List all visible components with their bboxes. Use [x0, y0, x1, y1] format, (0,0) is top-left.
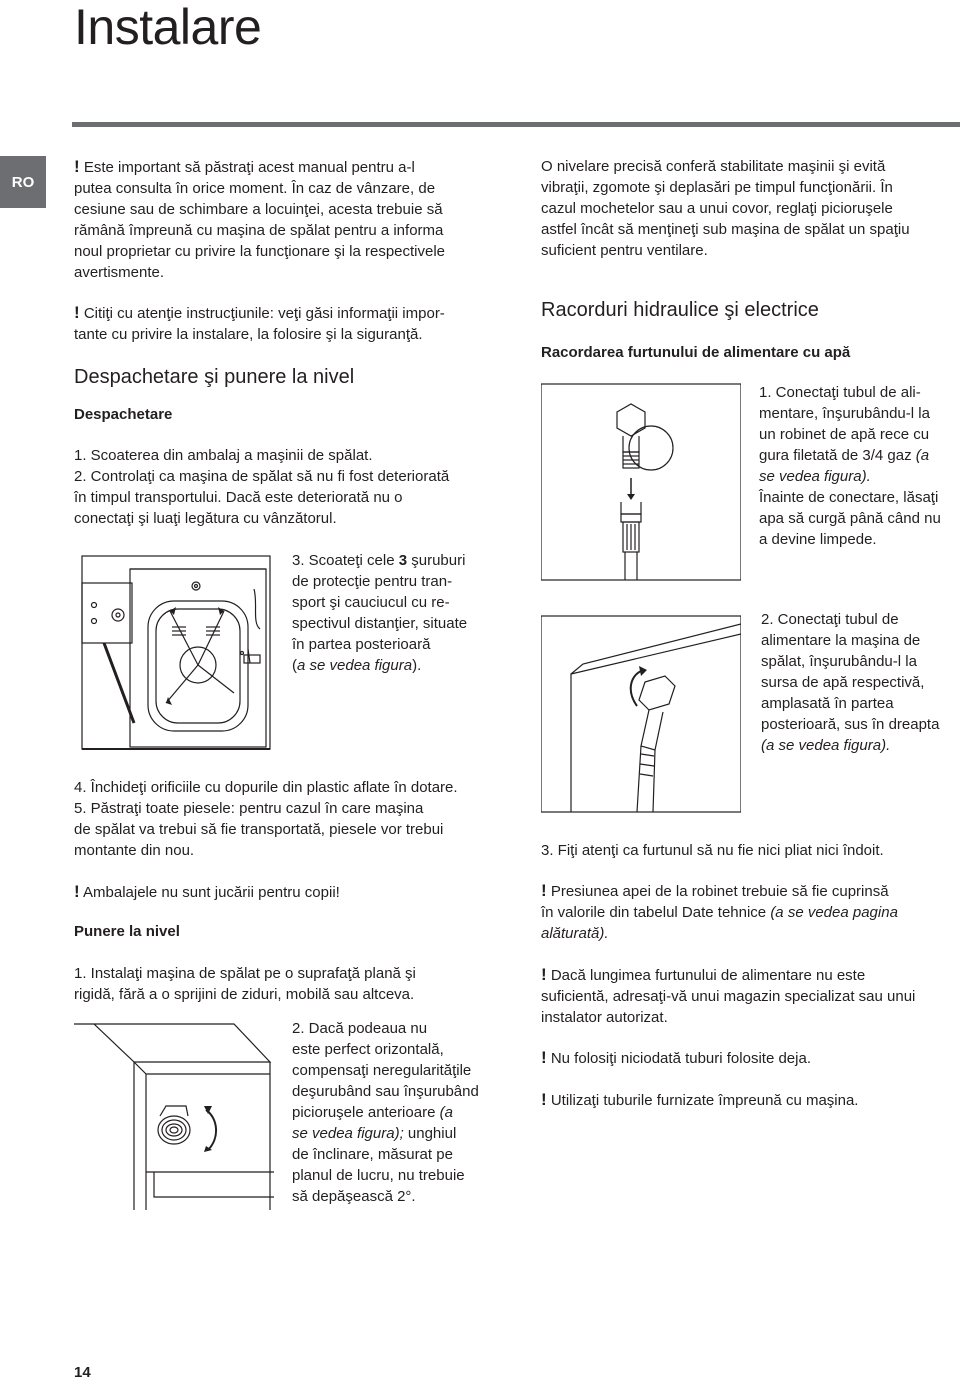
pressure-warning: [541, 880, 960, 944]
hose-step-2-text: alimentare la maşina de: [761, 632, 921, 649]
header-rule: [72, 122, 960, 127]
intro-warning-2: [74, 302, 504, 345]
hose-step-2-text: posterioară, sus în dreapta: [761, 716, 940, 733]
foot-level-illustration: [74, 1022, 284, 1210]
level-step-2-text: este perfect orizontală,: [292, 1041, 444, 1058]
intro1-line: noul proprietar cu privire la funcţionare şi la respectivele: [74, 243, 446, 260]
tap-connection-illustration: [541, 382, 741, 582]
intro2-line: Citiţi cu atenţie instrucţiunile: veţi găsi informaţii impor-: [79, 305, 445, 322]
step-3-text: 3. Scoateţi cele: [292, 552, 399, 569]
leveling-text: cazul mochetelor sau a unui covor, reglaţi picioruşele: [541, 200, 893, 217]
unpack-step-1: 1. Scoaterea din ambalaj a maşinii de spălat.: [74, 447, 373, 464]
level-step-1: [74, 963, 514, 1005]
step-3-text: în partea posterioară: [292, 636, 431, 653]
warning-mark: !: [541, 1048, 547, 1067]
intro1-line: avertismente.: [74, 264, 165, 281]
hose-step-3-text: 3. Fiţi atenţi ca furtunul să nu fie nici pliat nici îndoit.: [541, 842, 884, 859]
unpack-step-5: 5. Păstraţi toate piesele: pentru cazul în care maşina: [74, 800, 424, 817]
step-3-text: de protecţie pentru tran-: [292, 573, 453, 590]
intro1-line: Este important să păstraţi acest manual pentru a-l: [79, 159, 415, 176]
figure-reference: alăturată).: [541, 925, 609, 942]
level-step-2-text: picioruşele anterioare: [292, 1104, 440, 1121]
level-step-1-text: rigidă, fără a o sprijini de ziduri, mobilă sau altceva.: [74, 986, 415, 1003]
hose-step-2-text: sursa de apă respectivă,: [761, 674, 925, 691]
page-title: Instalare: [74, 0, 262, 55]
packaging-warning-text: Ambalajele nu sunt jucării pentru copii!: [79, 884, 340, 901]
step-3-text: (: [292, 657, 297, 674]
warning-mark: !: [541, 881, 547, 900]
hose-step-1-text: mentare, înşurubându-l la: [759, 405, 930, 422]
level-step-2-text: planul de lucru, nu trebuie: [292, 1167, 465, 1184]
intro-warning-1: [74, 156, 504, 283]
intro1-line: putea consulta în orice moment. În caz de vânzare, de: [74, 180, 436, 197]
leveling-text: astfel încât să menţineţi sub maşina de spălat un spaţiu: [541, 221, 910, 238]
hose-step-1-text: Înainte de conectare, lăsaţi: [759, 489, 939, 506]
section-title-connections: Racorduri hidraulice şi electrice: [541, 299, 819, 321]
language-badge: RO: [0, 156, 46, 208]
figure-reference: se vedea figura);: [292, 1125, 404, 1142]
inlet-figure: [541, 614, 741, 814]
hose-step-1-text: a devine limpede.: [759, 531, 877, 548]
length-text: Dacă lungimea furtunului de alimentare nu este: [546, 967, 866, 984]
length-warning: [541, 964, 960, 1028]
figure-reference: se vedea figura).: [759, 468, 871, 485]
section-title-unpacking: Despachetare şi punere la nivel: [74, 366, 355, 388]
supplied-hose-note: [541, 1089, 960, 1111]
step-3-text: sport şi cauciucul cu re-: [292, 594, 450, 611]
level-step-1-text: 1. Instalaţi maşina de spălat pe o suprafaţă plană şi: [74, 965, 416, 982]
foot-leveling-figure: [74, 1022, 284, 1210]
figure-reference: (a: [439, 1104, 453, 1121]
washing-machine-rear-illustration: [74, 553, 274, 753]
intro2-line: tante cu privire la instalare, la folosire şi la siguranţă.: [74, 326, 423, 343]
subheading-hose: Racordarea furtunului de alimentare cu apă: [541, 344, 851, 361]
unpack-step-5: de spălat va trebui să fie transportată, piesele vor trebui: [74, 821, 444, 838]
warning-mark: !: [74, 303, 80, 322]
step-3-text: spectivul distanţier, situate: [292, 615, 468, 632]
level-step-2-text: deşurubând sau înşurubând: [292, 1083, 479, 1100]
hose-step-3: [541, 840, 960, 861]
hose-step-1-text: un robinet de apă rece cu: [759, 426, 930, 443]
step-3-text: ).: [412, 657, 422, 674]
unpack-step-2: în timpul transportului. Dacă este deteriorată nu o: [74, 489, 403, 506]
leveling-text: O nivelare precisă conferă stabilitate maşinii şi evită: [541, 158, 886, 175]
figure-reference: (a se vedea figura).: [761, 737, 891, 754]
supplied-hose-text: Utilizaţi tuburile furnizate împreună cu maşina.: [546, 1092, 859, 1109]
hose-step-2-text: 2. Conectaţi tubul de: [761, 611, 899, 628]
level-step-2-text: să depăşească 2°.: [292, 1188, 416, 1205]
step-3-count: 3: [398, 552, 408, 569]
hose-step-2: [761, 609, 960, 756]
subheading-unpacking: Despachetare: [74, 406, 173, 423]
hose-step-2-text: spălat, înşurubându-l la: [761, 653, 917, 670]
level-step-2-text: unghiul: [403, 1125, 457, 1142]
unpack-step-4: 4. Închideţi orificiile cu dopurile din plastic aflate în dotare.: [74, 779, 458, 796]
unpack-steps: [74, 445, 504, 529]
level-step-2: [292, 1018, 514, 1207]
unpack-steps-4-5: [74, 777, 514, 861]
intro1-line: rămână împreună cu maşina de spălat pentru a informa: [74, 222, 444, 239]
used-hose-text: Nu folosiţi niciodată tuburi folosite deja.: [546, 1050, 811, 1067]
subheading-leveling: Punere la nivel: [74, 923, 180, 940]
leveling-paragraph: [541, 156, 960, 261]
washing-machine-rear-figure: [74, 553, 274, 753]
unpack-step-3: [292, 550, 507, 676]
level-step-2-text: de înclinare, măsurat pe: [292, 1146, 453, 1163]
warning-mark: !: [74, 157, 80, 176]
figure-reference: (a: [915, 447, 930, 464]
unpack-step-2: conectaţi şi luaţi legătura cu vânzătorul.: [74, 510, 337, 527]
level-step-2-text: compensaţi neregularităţile: [292, 1062, 472, 1079]
tap-figure: [541, 382, 741, 582]
length-text: suficientă, adresaţi-vă unui magazin specializat sau unui: [541, 988, 916, 1005]
leveling-text: vibraţii, zgomote şi deplasări pe timpul funcţionării. În: [541, 179, 893, 196]
level-step-2-text: 2. Dacă podeaua nu: [292, 1020, 428, 1037]
page-number: 14: [74, 1364, 91, 1381]
figure-reference: a se vedea figura: [297, 657, 413, 674]
warning-mark: !: [541, 965, 547, 984]
unpack-step-2: 2. Controlaţi ca maşina de spălat să nu fi fost deteriorată: [74, 468, 450, 485]
pressure-text: Presiunea apei de la robinet trebuie să fie cuprinsă: [546, 883, 889, 900]
warning-mark: !: [74, 882, 80, 901]
hose-step-1-text: 1. Conectaţi tubul de ali-: [759, 384, 921, 401]
step-3-text: şuruburi: [407, 552, 466, 569]
hose-step-1: [759, 382, 960, 550]
hose-step-1-text: gura filetată de 3/4 gaz: [759, 447, 916, 464]
warning-mark: !: [541, 1090, 547, 1109]
length-text: instalator autorizat.: [541, 1009, 668, 1026]
hose-step-2-text: amplasată în partea: [761, 695, 894, 712]
used-hose-warning: [541, 1047, 960, 1069]
unpack-step-5: montante din nou.: [74, 842, 195, 859]
pressure-text: în valorile din tabelul Date tehnice: [541, 904, 771, 921]
machine-inlet-illustration: [541, 614, 741, 814]
figure-reference: (a se vedea pagina: [770, 904, 898, 921]
intro1-line: cesiune sau de schimbare a locuinţei, acesta trebuie să: [74, 201, 443, 218]
hose-step-1-text: apa să curgă până când nu: [759, 510, 941, 527]
leveling-text: suficient pentru ventilare.: [541, 242, 708, 259]
packaging-warning: [74, 881, 504, 903]
